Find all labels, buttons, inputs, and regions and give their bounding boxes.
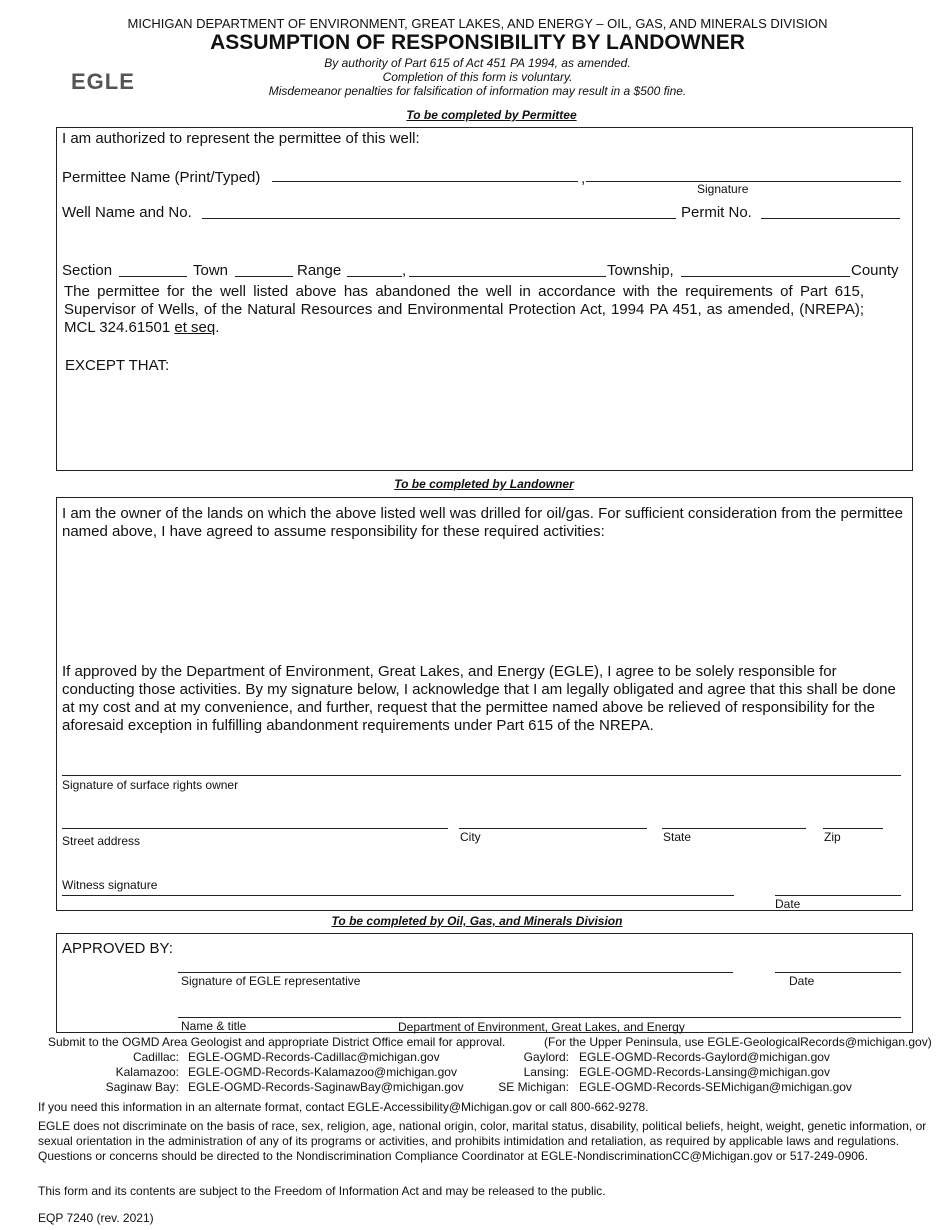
submit-instructions: Submit to the OGMD Area Geologist and appropriate District Office email for approval. xyxy=(48,1035,506,1049)
upper-peninsula-note: (For the Upper Peninsula, use EGLE-GeologicalRecords@michigan.gov) xyxy=(544,1035,932,1049)
office-email-saginaw-bay[interactable]: EGLE-OGMD-Records-SaginawBay@michigan.gov xyxy=(188,1080,464,1094)
egle-logo: EGLE xyxy=(71,69,135,94)
approved-by-label: APPROVED BY: xyxy=(62,940,173,957)
city-field[interactable] xyxy=(459,828,647,829)
office-email-kalamazoo[interactable]: EGLE-OGMD-Records-Kalamazoo@michigan.gov xyxy=(188,1065,457,1079)
well-name-label: Well Name and No. xyxy=(62,204,192,221)
office-label-lansing: Lansing: xyxy=(523,1065,569,1079)
name-title-label: Name & title xyxy=(181,1019,247,1033)
surface-owner-signature-field[interactable] xyxy=(62,775,901,776)
state-field[interactable] xyxy=(662,828,806,829)
range-label: Range xyxy=(297,262,342,279)
authorized-statement: I am authorized to represent the permittee of this well: xyxy=(62,130,420,147)
statement-main: The permittee for the well listed above has abandoned the well in accordance with the requirements of Part 615, Supervisor of Wells, of the Natural Resources and Environmental Protection Act, 1994 PA 451, as amended, (NREPA); MCL 324.61501 xyxy=(64,283,864,336)
county-label: County xyxy=(851,262,899,279)
nondiscrimination-statement: EGLE does not discriminate on the basis of race, sex, religion, age, national origin, color, marital status, disability, political beliefs, height, weight, genetic information, or sexual orientation in the administration of any of its programs or activities, and prohibits intimidation and retaliation, as required by applicable laws and regulations. Questions or concerns should be directed to the Nondiscrimination Compliance Coordinator at EGLE-NondiscriminationCC@Michigan.gov or 517-249-0906. xyxy=(38,1119,927,1163)
office-label-se-michigan: SE Michigan: xyxy=(498,1080,569,1094)
section-label: Section xyxy=(62,262,113,279)
permittee-name-label: Permittee Name (Print/Typed) xyxy=(62,169,261,186)
egle-date-label: Date xyxy=(789,974,815,988)
office-label-cadillac: Cadillac: xyxy=(132,1050,179,1064)
egle-signature-label: Signature of EGLE representative xyxy=(181,974,361,988)
range-comma: , xyxy=(402,262,407,279)
zip-label: Zip xyxy=(824,830,841,844)
approval-statement: If approved by the Department of Environment, Great Lakes, and Energy (EGLE), I agree to be solely responsible for conducting those activities. By my signature below, I acknowledge that I am legally obligated and agree that this shall be done at my cost and at my convenience, and further, request that the permittee named above be relieved of responsibility for the aforesaid exception in fulfilling abandonment requirements under Part 615 of the NREPA. xyxy=(62,663,896,734)
office-email-lansing[interactable]: EGLE-OGMD-Records-Lansing@michigan.gov xyxy=(579,1065,830,1079)
office-email-gaylord[interactable]: EGLE-OGMD-Records-Gaylord@michigan.gov xyxy=(579,1050,830,1064)
name-title-field[interactable] xyxy=(178,1017,901,1018)
zip-field[interactable] xyxy=(823,828,883,829)
penalty-note: Misdemeanor penalties for falsification of information may result in a $500 fine. xyxy=(268,84,687,98)
state-label: State xyxy=(663,830,692,844)
well-name-field[interactable] xyxy=(202,218,676,219)
form-title: ASSUMPTION OF RESPONSIBILITY BY LANDOWNER xyxy=(210,31,745,54)
permittee-name-field[interactable] xyxy=(272,181,578,182)
township-label: Township, xyxy=(607,262,674,279)
permit-no-field[interactable] xyxy=(761,218,900,219)
abandonment-statement xyxy=(64,283,864,337)
authority-note: By authority of Part 615 of Act 451 PA 1994, as amended. xyxy=(324,56,631,70)
office-label-gaylord: Gaylord: xyxy=(523,1050,569,1064)
town-field[interactable] xyxy=(235,276,293,277)
office-label-kalamazoo: Kalamazoo: xyxy=(115,1065,179,1079)
statement-end: . xyxy=(215,319,220,336)
section-field[interactable] xyxy=(119,276,187,277)
department-label: Department of Environment, Great Lakes, and Energy xyxy=(398,1020,685,1034)
witness-date-label: Date xyxy=(775,897,801,911)
signature-label: Signature xyxy=(697,182,749,196)
form-id: EQP 7240 (rev. 2021) xyxy=(38,1211,154,1225)
foia-note: This form and its contents are subject to the Freedom of Information Act and may be released to the public. xyxy=(38,1184,606,1198)
city-label: City xyxy=(460,830,481,844)
except-that-field[interactable] xyxy=(62,380,902,465)
permit-no-label: Permit No. xyxy=(681,204,752,221)
egle-signature-field[interactable] xyxy=(178,972,733,973)
range-field[interactable] xyxy=(347,276,402,277)
county-field[interactable] xyxy=(681,276,850,277)
alternate-format-note: If you need this information in an alternate format, contact EGLE-Accessibility@Michigan.gov or call 800-662-9278. xyxy=(38,1100,649,1114)
except-that-label: EXCEPT THAT: xyxy=(65,357,170,374)
town-label: Town xyxy=(193,262,229,279)
egle-date-field[interactable] xyxy=(775,972,901,973)
landowner-heading: To be completed by Landowner xyxy=(394,477,574,491)
voluntary-note: Completion of this form is voluntary. xyxy=(382,70,573,84)
division-heading: To be completed by Oil, Gas, and Minerals Division xyxy=(331,914,623,928)
witness-signature-field[interactable] xyxy=(62,895,734,896)
office-label-saginaw-bay: Saginaw Bay: xyxy=(105,1080,179,1094)
witness-date-field[interactable] xyxy=(775,895,901,896)
street-address-label: Street address xyxy=(62,834,141,848)
landowner-intro: I am the owner of the lands on which the above listed well was drilled for oil/gas. For sufficient consideration from the permittee named above, I have agreed to assume responsibility for these required activities: xyxy=(62,505,903,540)
required-activities-field[interactable] xyxy=(62,545,902,655)
permittee-heading: To be completed by Permittee xyxy=(406,108,577,122)
street-address-field[interactable] xyxy=(62,828,448,829)
witness-signature-label: Witness signature xyxy=(62,878,158,892)
office-email-cadillac[interactable]: EGLE-OGMD-Records-Cadillac@michigan.gov xyxy=(188,1050,440,1064)
office-email-se-michigan[interactable]: EGLE-OGMD-Records-SEMichigan@michigan.gov xyxy=(579,1080,852,1094)
surface-owner-signature-label: Signature of surface rights owner xyxy=(62,778,239,792)
statement-et-seq: et seq xyxy=(174,319,216,336)
township-field[interactable] xyxy=(409,276,606,277)
agency-name: MICHIGAN DEPARTMENT OF ENVIRONMENT, GREAT LAKES, AND ENERGY – OIL, GAS, AND MINERALS DIVISION xyxy=(127,16,828,31)
name-comma: , xyxy=(581,170,586,187)
